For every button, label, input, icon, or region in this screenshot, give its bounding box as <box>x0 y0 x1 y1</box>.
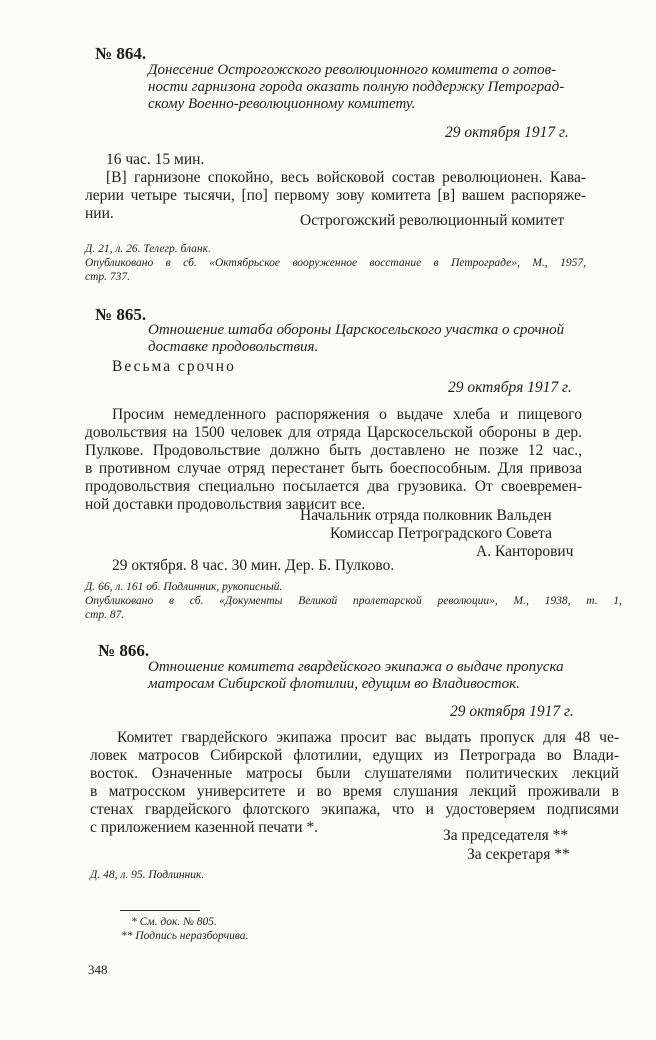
doc-864-title-line-1: Донесение Острогожского революционного комитета о готов- <box>148 62 557 78</box>
doc-865-body-line-5: продовольствия специально посылается два грузовика. От своевремен- <box>85 478 582 495</box>
doc-864-time: 16 час. 15 мин. <box>106 151 205 168</box>
doc-866-number: № 866. <box>98 641 150 660</box>
doc-864-source-line-3: стр. 737. <box>85 271 131 283</box>
doc-865-date: 29 октября 1917 г. <box>448 379 572 396</box>
doc-866-signature-1: За председателя ** <box>443 827 569 844</box>
doc-866-date: 29 октября 1917 г. <box>450 703 574 720</box>
doc-866-body-line-3: восток. Означенные матросы были слушателями политических лекций <box>90 765 619 782</box>
doc-865-body-line-3: Пулкове. Продовольствие должно быть доставлено не позже 12 час., <box>85 442 582 459</box>
doc-865-source-line-3: стр. 87. <box>85 609 125 621</box>
page-number: 348 <box>88 962 108 977</box>
doc-865-body-line-1: Просим немедленного распоряжения о выдаче хлеба и пищевого <box>112 406 582 423</box>
doc-865-urgency: Весьма срочно <box>112 358 236 375</box>
footnote-1: * См. док. № 805. <box>131 916 217 928</box>
doc-864-date: 29 октября 1917 г. <box>445 124 569 141</box>
doc-865-signature-1: Начальник отряда полковник Вальден <box>300 507 552 524</box>
doc-864-source-line-2: Опубликовано в сб. «Октябрьское вооруженное восстание в Петрограде», М., 1957, <box>85 257 586 269</box>
doc-864-body-line-3: нии. <box>85 205 114 222</box>
doc-864-source-line-1: Д. 21, л. 26. Телегр. бланк. <box>85 243 211 255</box>
doc-864-title-line-2: ности гарнизона города оказать полную поддержку Петроград- <box>148 79 565 95</box>
doc-865-body-line-4: в противном случае отряд перестанет быть боеспособным. Для привоза <box>85 460 582 477</box>
footnote-2: ** Подпись неразборчива. <box>121 930 249 942</box>
doc-864-signature: Острогожский революционный комитет <box>300 212 565 229</box>
doc-866-body-line-2: ловек матросов Сибирской флотилии, едущих из Петрограда во Влади- <box>90 747 619 764</box>
doc-865-body-line-2: довольствия на 1500 человек для отряда Царскосельской обороны в дер. <box>85 424 582 441</box>
doc-865-signature-3: А. Канторович <box>476 543 574 560</box>
doc-865-title-line-2: доставке продовольствия. <box>148 339 319 355</box>
doc-866-title-line-2: матросам Сибирской флотилии, едущим во Владивосток. <box>148 676 520 692</box>
doc-866-source-line-1: Д. 48, л. 95. Подлинник. <box>90 869 205 881</box>
doc-865-signature-2: Комиссар Петроградского Совета <box>330 525 552 542</box>
doc-865-number: № 865. <box>95 305 147 324</box>
footnote-divider <box>120 910 200 911</box>
doc-865-source-line-2: Опубликовано в сб. «Документы Великой пролетарской революции», М., 1938, т. 1, <box>85 595 622 607</box>
doc-865-closing: 29 октября. 8 час. 30 мин. Дер. Б. Пулково. <box>112 557 395 574</box>
doc-866-body-line-5: стенах гвардейского флотского экипажа, что и удостоверяем подписями <box>90 801 619 818</box>
doc-865-source-line-1: Д. 66, л. 161 об. Подлинник, рукописный. <box>85 581 283 593</box>
doc-865-title-line-1: Отношение штаба обороны Царскосельского участка о срочной <box>148 322 565 338</box>
doc-864-body-line-1: [В] гарнизоне спокойно, весь войсковой состав революционен. Кава- <box>106 169 586 186</box>
doc-866-title-line-1: Отношение комитета гвардейского экипажа о выдаче пропуска <box>148 659 564 675</box>
doc-865-body-line-6: ной доставки продовольствия зависит все. <box>85 496 366 513</box>
doc-866-body-line-1: Комитет гвардейского экипажа просит вас выдать пропуск для 48 че- <box>117 729 619 746</box>
doc-864-body-line-2: лерии четыре тысячи, [по] первому зову комитета [в] вашем распоряже- <box>85 187 586 204</box>
doc-866-body-line-6: с приложением казенной печати *. <box>90 819 319 836</box>
doc-866-signature-2: За секретаря ** <box>467 846 570 863</box>
doc-864-title-line-3: скому Военно-революционному комитету. <box>148 96 416 112</box>
doc-866-body-line-4: в матросском университете и во время слушания лекций проживали в <box>90 783 619 800</box>
doc-864-number: № 864. <box>95 44 147 63</box>
